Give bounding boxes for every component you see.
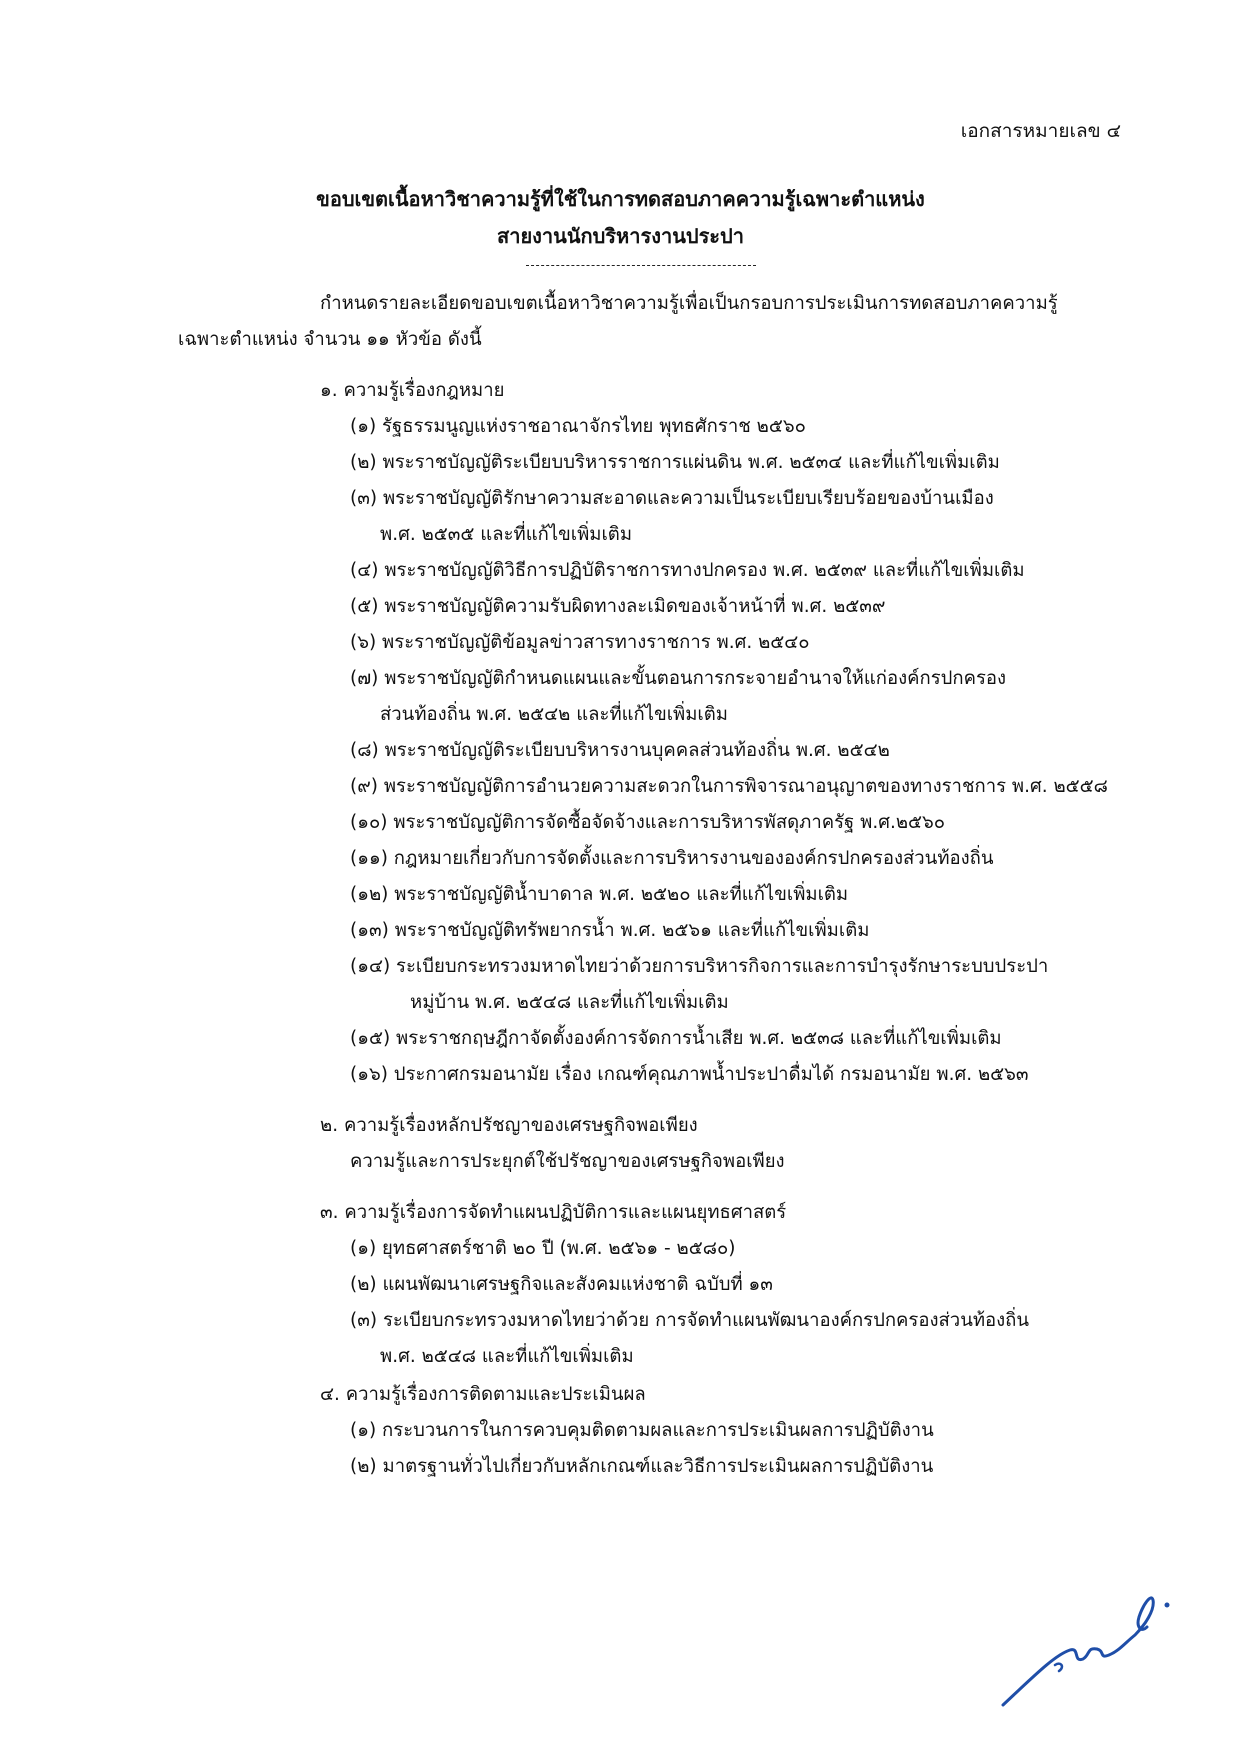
section-3-item-1: (๑) ยุทธศาสตร์ชาติ ๒๐ ปี (พ.ศ. ๒๕๖๑ - ๒๕๘๐) bbox=[350, 1238, 736, 1259]
section-3-item-3: (๓) ระเบียบกระทรวงมหาดไทยว่าด้วย การจัดทำแผนพัฒนาองค์กรปกครองส่วนท้องถิ่น bbox=[350, 1310, 1030, 1331]
intro-line-1: กำหนดรายละเอียดขอบเขตเนื้อหาวิชาความรู้เพื่อเป็นกรอบการประเมินการทดสอบภาคความรู้ bbox=[320, 293, 1058, 314]
section-1-item-8: (๘) พระราชบัญญัติระเบียบบริหารงานบุคคลส่วนท้องถิ่น พ.ศ. ๒๕๔๒ bbox=[350, 740, 890, 761]
section-1-item-7-cont: ส่วนท้องถิ่น พ.ศ. ๒๕๔๒ และที่แก้ไขเพิ่มเติม bbox=[380, 704, 728, 725]
section-1-item-11: (๑๑) กฎหมายเกี่ยวกับการจัดตั้งและการบริหารงานขององค์กรปกครองส่วนท้องถิ่น bbox=[350, 848, 994, 869]
section-1-item-2: (๒) พระราชบัญญัติระเบียบบริหารราชการแผ่นดิน พ.ศ. ๒๕๓๔ และที่แก้ไขเพิ่มเติม bbox=[350, 452, 1000, 473]
intro-paragraph bbox=[178, 286, 1108, 358]
section-1-item-3-cont: พ.ศ. ๒๕๓๕ และที่แก้ไขเพิ่มเติม bbox=[380, 524, 633, 545]
document-title: ขอบเขตเนื้อหาวิชาความรู้ที่ใช้ในการทดสอบภาคความรู้เฉพาะตำแหน่ง bbox=[316, 187, 925, 211]
section-1-item-14-cont: หมู่บ้าน พ.ศ. ๒๕๔๘ และที่แก้ไขเพิ่มเติม bbox=[410, 992, 729, 1013]
section-2-detail: ความรู้และการประยุกต์ใช้ปรัชญาของเศรษฐกิจพอเพียง bbox=[350, 1151, 785, 1172]
document-number: เอกสารหมายเลข ๔ bbox=[960, 120, 1121, 142]
title-divider bbox=[526, 265, 756, 266]
section-4-item-1: (๑) กระบวนการในการควบคุมติดตามผลและการประเมินผลการปฏิบัติงาน bbox=[350, 1420, 934, 1441]
section-3-heading: ๓. ความรู้เรื่องการจัดทำแผนปฏิบัติการและแผนยุทธศาสตร์ bbox=[320, 1202, 787, 1223]
document-subtitle: สายงานนักบริหารงานประปา bbox=[497, 224, 744, 248]
section-1-item-3: (๓) พระราชบัญญัติรักษาความสะอาดและความเป็นระเบียบเรียบร้อยของบ้านเมือง bbox=[350, 488, 994, 509]
section-1-item-5: (๕) พระราชบัญญัติความรับผิดทางละเมิดของเจ้าหน้าที่ พ.ศ. ๒๕๓๙ bbox=[350, 596, 886, 617]
section-1-item-14: (๑๔) ระเบียบกระทรวงมหาดไทยว่าด้วยการบริหารกิจการและการบำรุงรักษาระบบประปา bbox=[350, 956, 1049, 977]
section-3-item-3-cont: พ.ศ. ๒๕๔๘ และที่แก้ไขเพิ่มเติม bbox=[380, 1346, 634, 1367]
section-4-heading: ๔. ความรู้เรื่องการติดตามและประเมินผล bbox=[320, 1384, 646, 1405]
section-1-item-7: (๗) พระราชบัญญัติกำหนดแผนและขั้นตอนการกระจายอำนาจให้แก่องค์กรปกครอง bbox=[350, 668, 1007, 689]
section-1-item-13: (๑๓) พระราชบัญญัติทรัพยากรน้ำ พ.ศ. ๒๕๖๑ และที่แก้ไขเพิ่มเติม bbox=[350, 920, 870, 941]
section-1-item-12: (๑๒) พระราชบัญญัติน้ำบาดาล พ.ศ. ๒๕๒๐ และที่แก้ไขเพิ่มเติม bbox=[350, 884, 849, 905]
section-3-item-2: (๒) แผนพัฒนาเศรษฐกิจและสังคมแห่งชาติ ฉบับที่ ๑๓ bbox=[350, 1274, 773, 1295]
section-2-heading: ๒. ความรู้เรื่องหลักปรัชญาของเศรษฐกิจพอเพียง bbox=[320, 1115, 698, 1136]
section-1-item-15: (๑๕) พระราชกฤษฎีกาจัดตั้งองค์การจัดการน้ำเสีย พ.ศ. ๒๕๓๘ และที่แก้ไขเพิ่มเติม bbox=[350, 1028, 1002, 1049]
signature-mark bbox=[995, 1555, 1195, 1715]
section-1-item-1: (๑) รัฐธรรมนูญแห่งราชอาณาจักรไทย พุทธศักราช ๒๕๖๐ bbox=[350, 416, 806, 437]
section-1-heading: ๑. ความรู้เรื่องกฎหมาย bbox=[320, 380, 505, 401]
section-1-item-6: (๖) พระราชบัญญัติข้อมูลข่าวสารทางราชการ พ.ศ. ๒๕๔๐ bbox=[350, 632, 810, 653]
intro-line-2: เฉพาะตำแหน่ง จำนวน ๑๑ หัวข้อ ดังนี้ bbox=[178, 329, 482, 350]
section-4-item-2: (๒) มาตรฐานทั่วไปเกี่ยวกับหลักเกณฑ์และวิธีการประเมินผลการปฏิบัติงาน bbox=[350, 1456, 934, 1477]
section-1-item-10: (๑๐) พระราชบัญญัติการจัดซื้อจัดจ้างและการบริหารพัสดุภาครัฐ พ.ศ.๒๕๖๐ bbox=[350, 812, 946, 833]
section-1-item-9: (๙) พระราชบัญญัติการอำนวยความสะดวกในการพิจารณาอนุญาตของทางราชการ พ.ศ. ๒๕๕๘ bbox=[350, 776, 1108, 797]
section-1-item-4: (๔) พระราชบัญญัติวิธีการปฏิบัติราชการทางปกครอง พ.ศ. ๒๕๓๙ และที่แก้ไขเพิ่มเติม bbox=[350, 560, 1025, 581]
section-1-item-16: (๑๖) ประกาศกรมอนามัย เรื่อง เกณฑ์คุณภาพน้ำประปาดื่มได้ กรมอนามัย พ.ศ. ๒๕๖๓ bbox=[350, 1064, 1029, 1085]
